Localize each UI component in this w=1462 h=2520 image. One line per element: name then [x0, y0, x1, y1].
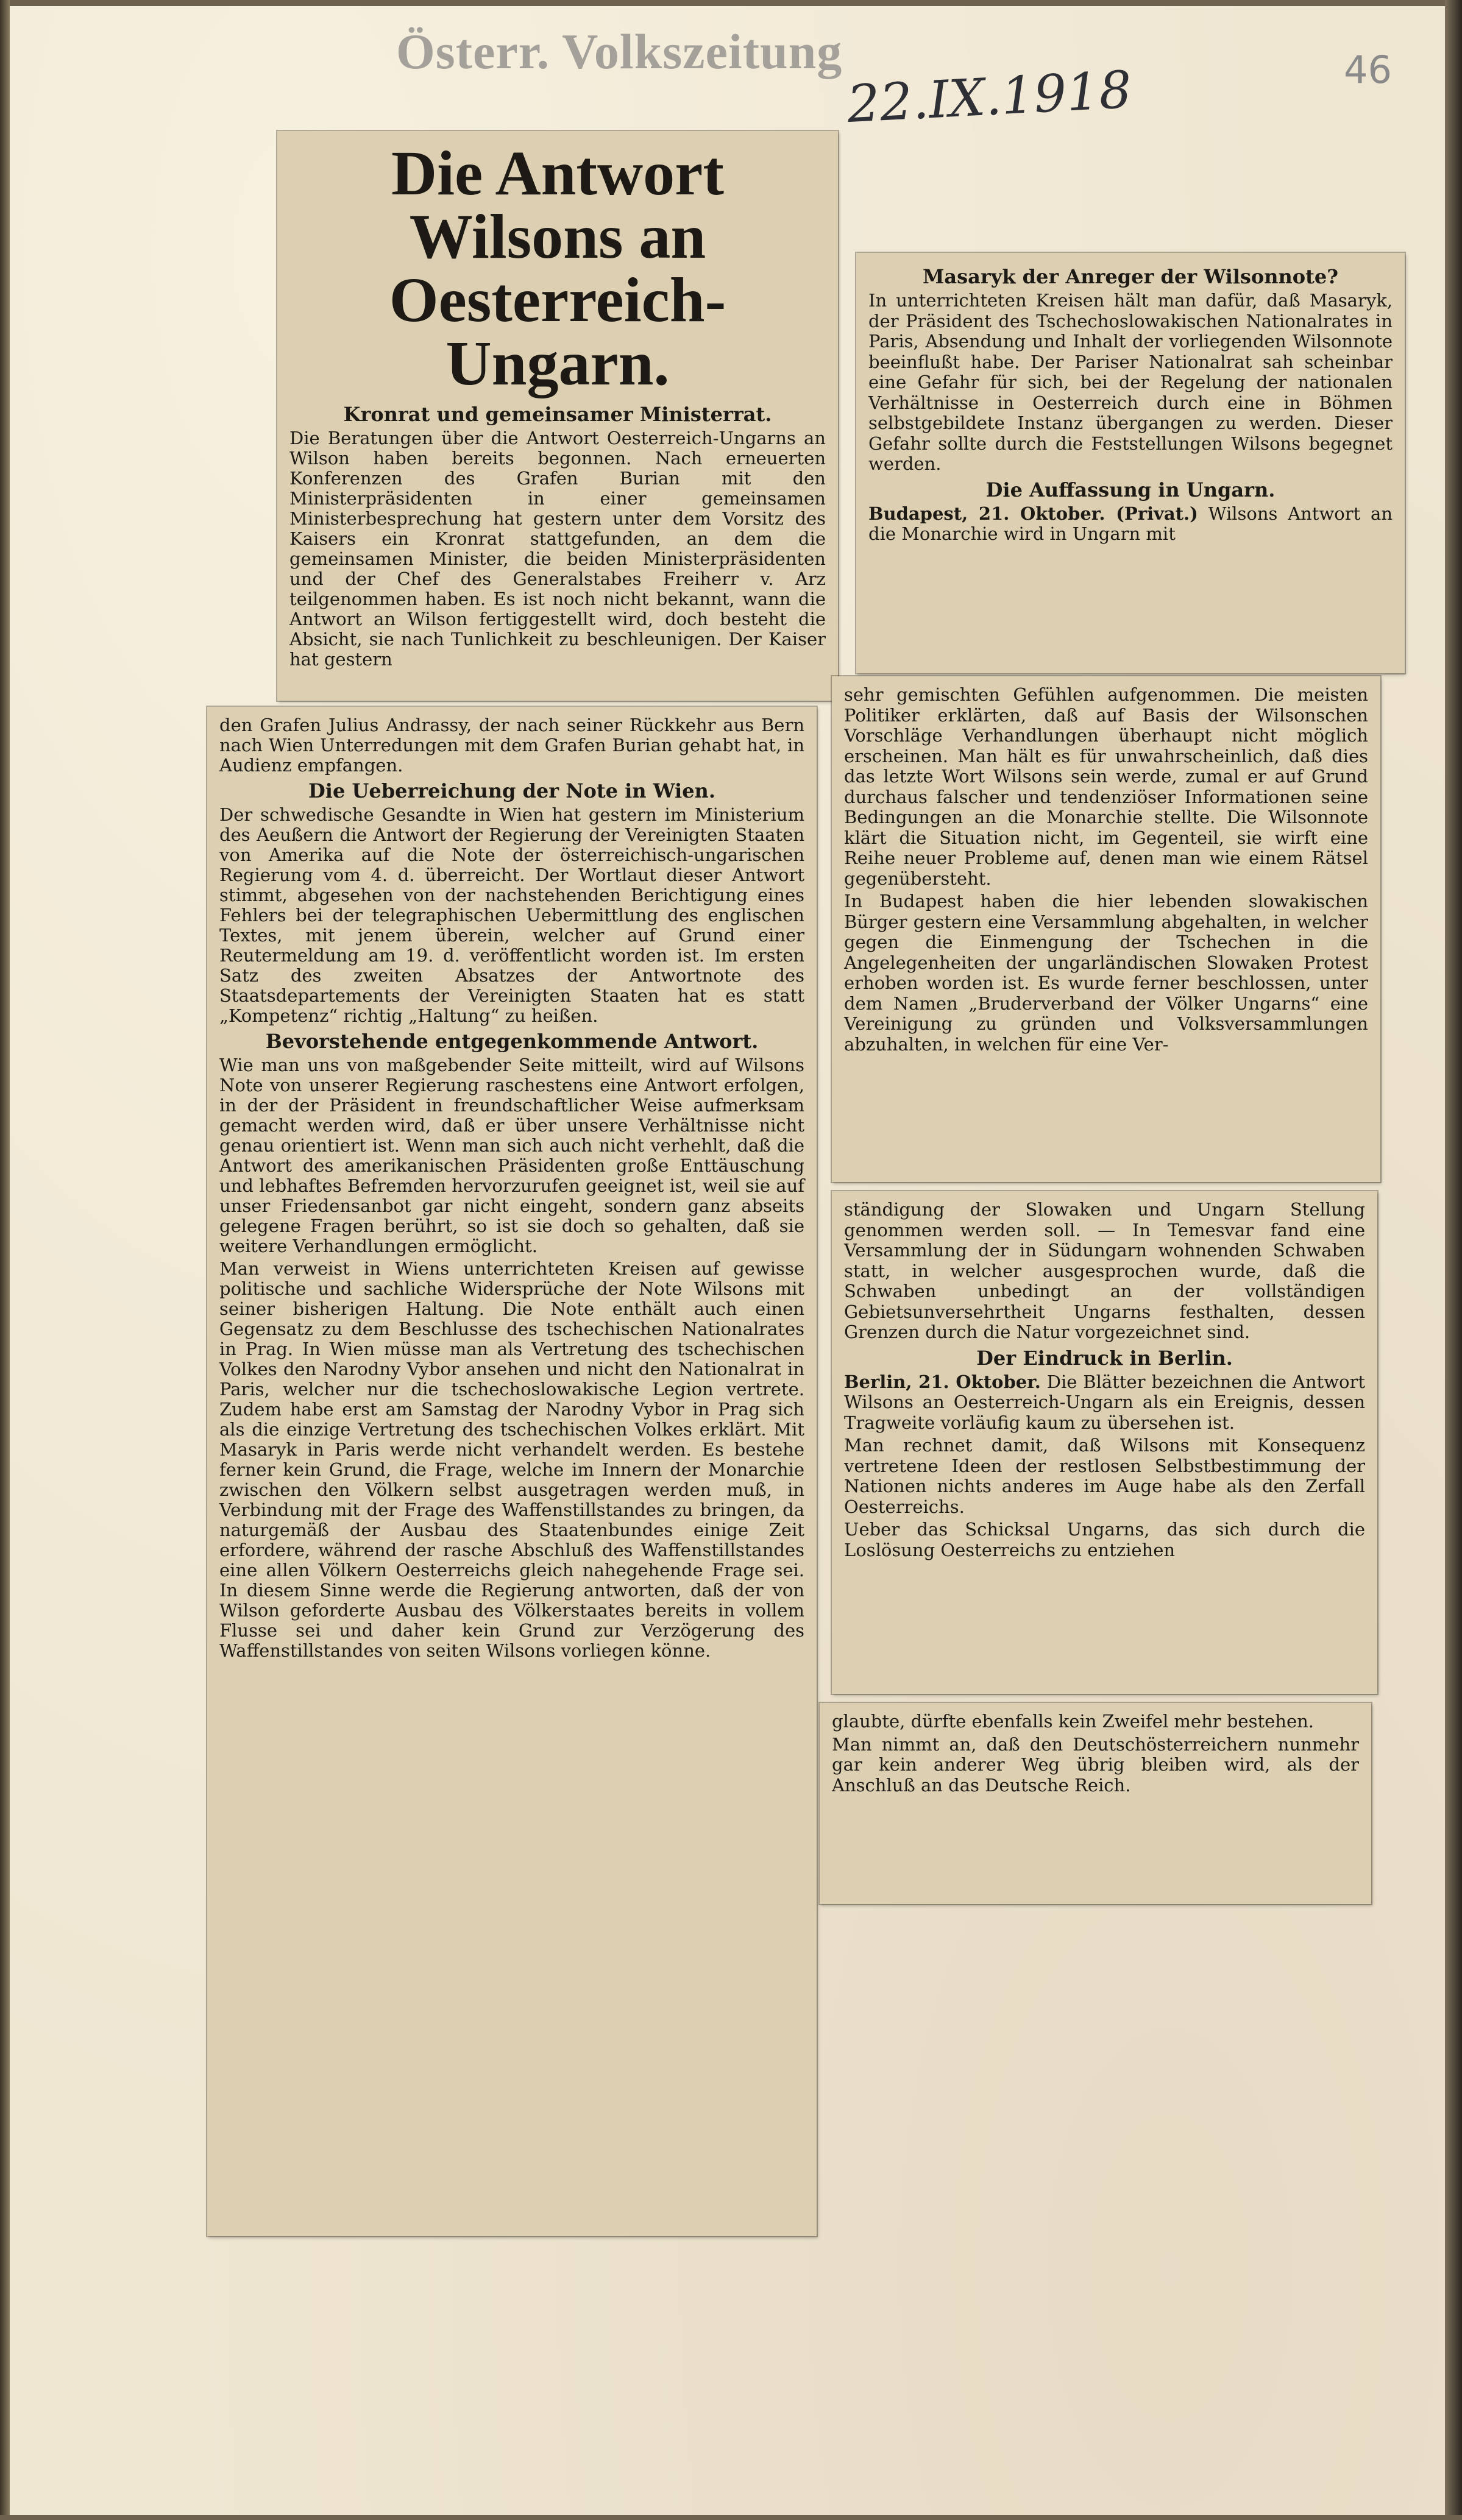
paragraph: Ueber das Schicksal Ungarns, das sich durch die Loslösung Oesterreichs zu entziehen	[844, 1519, 1365, 1560]
paragraph: In unterrichteten Kreisen hält man dafür, daß Masaryk, der Präsident des Tschechoslowakischen Nationalrates in Paris, Absendung und Inhalt der vorliegenden Wilsonnote beeinflußt habe. Der Pariser Nationalrat sah scheinbar eine Gefahr für sich, bei der Regelung der nationalen Verhältnisse in Oesterreich durch eine in Böhmen selbstgebildete Instanz übergangen zu werden. Dieser Gefahr sollte durch die Feststellungen Wilsons begegnet werden.	[868, 290, 1393, 474]
clipping-left-bottom	[207, 707, 817, 2236]
paragraph: Man nimmt an, daß den Deutschösterreichern nunmehr gar kein anderer Weg übrig bleiben wird, als der Anschluß an das Deutsche Reich.	[832, 1733, 1359, 1796]
clipping-right-4	[820, 1703, 1371, 1904]
paragraph: den Grafen Julius Andrassy, der nach seiner Rückkehr aus Bern nach Wien Unterredungen mit dem Grafen Burian gehabt hat, in Audienz empfangen.	[219, 715, 804, 776]
paragraph: glaubte, dürfte ebenfalls kein Zweifel mehr bestehen.	[832, 1711, 1315, 1732]
section-heading: Kronrat und gemeinsamer Ministerrat.	[343, 403, 772, 426]
clipping-right-2	[832, 676, 1380, 1182]
paragraph	[868, 504, 1393, 545]
section-heading: Die Auffassung in Ungarn.	[985, 478, 1276, 501]
dateline: Budapest, 21. Oktober. (Privat.)	[868, 503, 1198, 524]
handwritten-date: 22.IX.1918	[845, 59, 1134, 135]
page-edge-top	[0, 0, 1462, 6]
section-heading: Bevorstehende entgegenkommende Antwort.	[265, 1030, 759, 1053]
section-heading: Der Eindruck in Berlin.	[976, 1346, 1233, 1370]
page-edge-bottom	[0, 2515, 1462, 2520]
clipping-right-3	[832, 1191, 1377, 1694]
paragraph: In Budapest haben die hier lebenden slowakischen Bürger gestern eine Versammlung abgehalten, in welcher gegen die Einmengung der Tschechen in die Angelegenheiten der ungarländischen Slowaken Protest erhoben worden ist. Es wurde ferner beschlossen, unter dem Namen „Bruderverband der Völker Ungarns“ eine Vereinigung zu gründen und Volksversammlungen abzuhalten, in welchen für eine Ver-	[844, 891, 1368, 1055]
paragraph: Wie man uns von maßgebender Seite mitteilt, wird auf Wilsons Note von unserer Regierung raschestens eine Antwort erfolgen, in der der Präsident in freundschaftlicher Weise aufmerksam gemacht werden wird, daß er über unsere Verhältnisse nicht genau orientiert ist. Wenn man sich auch nicht verhehlt, daß die Antwort des amerikanischen Präsidenten große Enttäuschung und lebhaftes Befremden hervorzurufen geeignet ist, weil sie auf unser Friedensanbot gar nicht eingeht, sondern ganz abseits gelegene Fragen berührt, so ist sie doch so gehalten, daß sie weitere Verhandlungen ermöglicht.	[219, 1055, 804, 1256]
clipping-left-top	[277, 131, 838, 701]
paragraph-text: Wilsons Antwort an die Monarchie wird in Ungarn mit	[868, 503, 1393, 544]
page-edge-right	[1445, 0, 1462, 2520]
page-number: 46	[1344, 48, 1392, 92]
paragraph: ständigung der Slowaken und Ungarn Stellung genommen werden soll. — In Temesvar fand eine Versammlung der in Südungarn wohnenden Schwaben statt, in welcher ausgesprochen wurde, daß die Schwaben unbedingt an der vollständigen Gebietsunversehrtheit Ungarns festhalten, dessen Grenzen durch die Natur vorgezeichnet sind.	[844, 1199, 1365, 1342]
newspaper-stamp: Österr. Volkszeitung	[396, 24, 843, 79]
paragraph: Man verweist in Wiens unterrichteten Kreisen auf gewisse politische und sachliche Widersprüche der Note Wilsons mit seiner bisherigen Haltung. Die Note enthält auch einen Gegensatz zu dem Beschlusse des tschechischen Nationalrates in Prag. In Wien müsse man als Vertretung des tschechischen Volkes den Narodny Vybor ansehen und nicht den Nationalrat in Paris, welcher nur die tschechoslowakische Legion vertrete. Zudem habe erst am Samstag der Narodny Vybor in Prag sich als die einzige Vertretung des tschechischen Volkes erklärt. Mit Masaryk in Paris werde nicht verhandelt werden. Es bestehe ferner kein Grund, die Frage, welche im Innern der Monarchie zwischen den Völkern selbst ausgetragen werden muß, in Verbindung mit der Frage des Waffenstillstandes zu bringen, da naturgemäß der Ausbau des Staatenbundes einige Zeit erfordere, während der rasche Abschluß des Waffenstillstandes eine allen Völkern Oesterreichs gleich nahegehende Frage sei. In diesem Sinne werde die Regierung antworten, daß der von Wilson geforderte Ausbau des Völkerstaates bereits in vollem Flusse sei und daher kein Grund zur Verzögerung des Waffenstillstandes von seiten Wilsons vorliegen könne.	[219, 1258, 804, 1661]
paragraph-text: Die Blätter bezeichnen die Antwort Wilsons an Oesterreich-Ungarn als ein Ereignis, dessen Tragweite vorläufig kaum zu übersehen ist.	[844, 1371, 1366, 1433]
clipping-right-1	[856, 253, 1405, 673]
section-heading: Masaryk der Anreger der Wilsonnote?	[923, 265, 1338, 288]
page-edge-left	[0, 0, 10, 2520]
article-headline: Die Antwort Wilsons an Oesterreich-Ungarn.	[389, 138, 726, 398]
dateline: Berlin, 21. Oktober.	[844, 1371, 1041, 1392]
paragraph: Der schwedische Gesandte in Wien hat gestern im Ministerium des Aeußern die Antwort der Regierung der Vereinigten Staaten von Amerika auf die Note der österreichisch-ungarischen Regierung vom 4. d. überreicht. Der Wortlaut dieser Antwort stimmt, abgesehen von der nachstehenden Berichtigung eines Fehlers bei der telegraphischen Uebermittlung des englischen Textes, mit jenem überein, welcher auf Grund einer Reutermeldung am 19. d. veröffentlicht worden ist. Im ersten Satz des zweiten Absatzes der Antwortnote des Staatsdepartements der Vereinigten Staaten hat es statt „Kompetenz“ richtig „Haltung“ zu heißen.	[219, 804, 804, 1026]
paragraph: Man rechnet damit, daß Wilsons mit Konsequenz vertretene Ideen der restlosen Selbstbestimmung der Nationen nichts anderes im Auge habe als den Zerfall Oesterreichs.	[844, 1435, 1365, 1517]
paragraph: sehr gemischten Gefühlen aufgenommen. Die meisten Politiker erklärten, daß auf Basis der Wilsonschen Vorschläge Verhandlungen überhaupt nicht möglich erscheinen. Man hält es für unwahrscheinlich, daß dies das letzte Wort Wilsons sein werde, zumal er auf Grund durchaus falscher und tendenziöser Informationen seine Bedingungen an die Monarchie stellte. Die Wilsonnote klärt die Situation nicht, im Gegenteil, sie wirft eine Reihe neuer Probleme auf, denen man wie einem Rätsel gegenübersteht.	[844, 684, 1368, 889]
paragraph	[844, 1372, 1365, 1434]
section-heading: Die Ueberreichung der Note in Wien.	[308, 779, 715, 802]
paragraph: Die Beratungen über die Antwort Oesterreich-Ungarns an Wilson haben bereits begonnen. Nach erneuerten Konferenzen des Grafen Burian mit den Ministerpräsidenten in einer gemeinsamen Ministerbesprechung hat gestern unter dem Vorsitz des Kaisers ein Kronrat stattgefunden, an dem die gemeinsamen Minister, die beiden Ministerpräsidenten und der Chef des Generalstabes Freiherr v. Arz teilgenommen haben. Es ist noch nicht bekannt, wann die Antwort an Wilson fertiggestellt wird, doch besteht die Absicht, sie nach Tunlichkeit zu beschleunigen. Der Kaiser hat gestern	[289, 428, 826, 670]
